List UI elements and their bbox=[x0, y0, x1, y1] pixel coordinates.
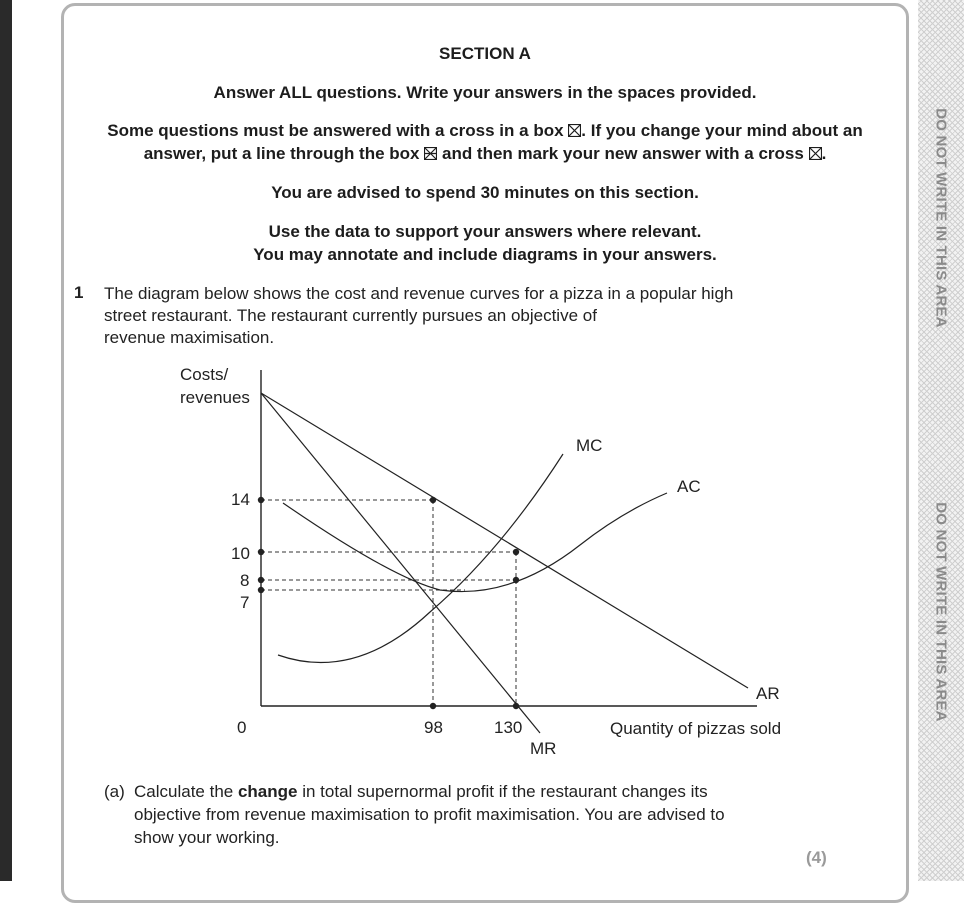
ar-label: AR bbox=[756, 684, 780, 703]
point-130-8 bbox=[513, 577, 519, 583]
instruction-time: You are advised to spend 30 minutes on this section. bbox=[271, 183, 699, 202]
y-tick-8: 8 bbox=[240, 571, 250, 590]
point-y8 bbox=[258, 577, 264, 583]
question-number: 1 bbox=[74, 283, 84, 302]
y-axis-label-line1: Costs/ bbox=[180, 365, 229, 384]
instruction-answer-all: Answer ALL questions. Write your answers in the spaces provided. bbox=[213, 83, 757, 102]
point-98-14 bbox=[430, 497, 436, 503]
mc-curve bbox=[278, 454, 563, 663]
mc-label: MC bbox=[576, 436, 603, 455]
mr-label: MR bbox=[530, 739, 557, 758]
part-a-label: (a) bbox=[104, 782, 125, 801]
point-x98 bbox=[430, 703, 436, 709]
section-title: SECTION A bbox=[439, 44, 531, 63]
y-tick-7: 7 bbox=[240, 593, 250, 612]
point-y10 bbox=[258, 549, 264, 555]
margin-warning-bottom: DO NOT WRITE IN THIS AREA bbox=[932, 502, 950, 722]
x-tick-130: 130 bbox=[494, 718, 523, 737]
marks-label: (4) bbox=[806, 848, 827, 867]
margin-warning-top: DO NOT WRITE IN THIS AREA bbox=[932, 108, 950, 328]
part-a-text: Calculate the change in total supernormal profit if the restaurant changes its objective from revenue maximisation to profit maximisation. You are advised to show your working. bbox=[134, 782, 725, 847]
x-tick-98: 98 bbox=[424, 718, 443, 737]
instruction-cross-box: Some questions must be answered with a cross in a box . If you change your mind about an answer, put a line through the box and then mark your new answer with a cross . bbox=[107, 121, 863, 163]
ac-curve bbox=[283, 493, 667, 592]
x-axis-label: Quantity of pizzas sold bbox=[610, 719, 782, 738]
point-x130 bbox=[513, 703, 519, 709]
point-y7 bbox=[258, 587, 264, 593]
y-tick-14: 14 bbox=[231, 490, 250, 509]
origin-label: 0 bbox=[237, 718, 247, 737]
y-tick-10: 10 bbox=[231, 544, 250, 563]
ac-label: AC bbox=[677, 477, 701, 496]
point-130-10 bbox=[513, 549, 519, 555]
mr-curve bbox=[261, 393, 540, 733]
question-text: The diagram below shows the cost and revenue curves for a pizza in a popular high street restaurant. The restaurant currently pursues an objective of revenue maximisation. bbox=[104, 284, 734, 347]
instruction-data: Use the data to support your answers where relevant. You may annotate and include diagrams in your answers. bbox=[253, 222, 717, 264]
ar-curve bbox=[261, 393, 748, 688]
y-axis-label-line2: revenues bbox=[180, 388, 250, 407]
point-y14 bbox=[258, 497, 264, 503]
